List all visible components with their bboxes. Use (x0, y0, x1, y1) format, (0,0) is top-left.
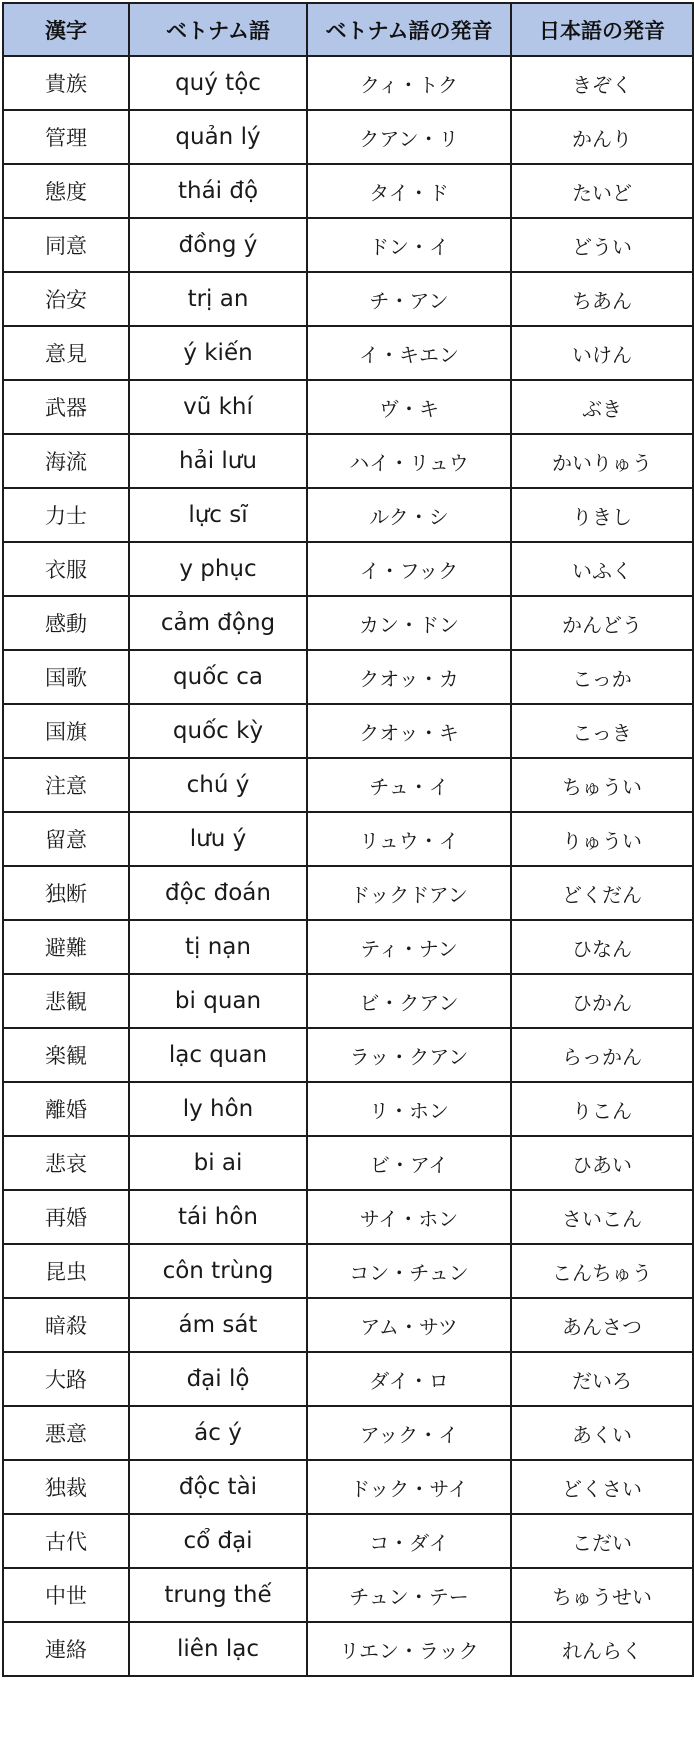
japanese-pronunciation-cell: れんらく (511, 1622, 693, 1676)
table-row (3, 1244, 693, 1298)
japanese-pronunciation-cell: こんちゅう (511, 1244, 693, 1298)
table-row (3, 704, 693, 758)
japanese-pronunciation-cell: どくだん (511, 866, 693, 920)
kanji-cell: 意見 (3, 326, 129, 380)
vietnamese-cell: độc tài (129, 1460, 307, 1514)
vietnamese-pronunciation-cell: アム・サツ (307, 1298, 511, 1352)
vietnamese-pronunciation-cell: クオッ・カ (307, 650, 511, 704)
table-row (3, 650, 693, 704)
header-kanji: 漢字 (3, 3, 129, 56)
vietnamese-cell: đại lộ (129, 1352, 307, 1406)
vietnamese-cell: lạc quan (129, 1028, 307, 1082)
kanji-cell: 避難 (3, 920, 129, 974)
japanese-pronunciation-cell: こっき (511, 704, 693, 758)
japanese-pronunciation-cell: たいど (511, 164, 693, 218)
kanji-cell: 古代 (3, 1514, 129, 1568)
table-header (3, 3, 693, 56)
vocabulary-table (2, 2, 694, 1677)
kanji-cell: 注意 (3, 758, 129, 812)
japanese-pronunciation-cell: りこん (511, 1082, 693, 1136)
vietnamese-cell: cổ đại (129, 1514, 307, 1568)
table-row (3, 434, 693, 488)
japanese-pronunciation-cell: ちゅうせい (511, 1568, 693, 1622)
vietnamese-cell: quốc kỳ (129, 704, 307, 758)
kanji-cell: 連絡 (3, 1622, 129, 1676)
table-row (3, 110, 693, 164)
table-row (3, 272, 693, 326)
table-row (3, 218, 693, 272)
vietnamese-cell: ác ý (129, 1406, 307, 1460)
table-row (3, 1190, 693, 1244)
table-row (3, 1136, 693, 1190)
vietnamese-cell: trung thế (129, 1568, 307, 1622)
vietnamese-pronunciation-cell: ドックドアン (307, 866, 511, 920)
japanese-pronunciation-cell: あくい (511, 1406, 693, 1460)
vietnamese-pronunciation-cell: ラッ・クアン (307, 1028, 511, 1082)
kanji-cell: 楽観 (3, 1028, 129, 1082)
japanese-pronunciation-cell: きぞく (511, 56, 693, 110)
table-row (3, 1568, 693, 1622)
japanese-pronunciation-cell: いけん (511, 326, 693, 380)
japanese-pronunciation-cell: ひあい (511, 1136, 693, 1190)
vietnamese-cell: lưu ý (129, 812, 307, 866)
japanese-pronunciation-cell: こだい (511, 1514, 693, 1568)
table-row (3, 380, 693, 434)
japanese-pronunciation-cell: らっかん (511, 1028, 693, 1082)
japanese-pronunciation-cell: かんり (511, 110, 693, 164)
japanese-pronunciation-cell: どくさい (511, 1460, 693, 1514)
header-japanese-pronunciation: 日本語の発音 (511, 3, 693, 56)
vietnamese-pronunciation-cell: クアン・リ (307, 110, 511, 164)
vietnamese-pronunciation-cell: クィ・トク (307, 56, 511, 110)
vietnamese-cell: vũ khí (129, 380, 307, 434)
header-vietnamese: ベトナム語 (129, 3, 307, 56)
table-row (3, 164, 693, 218)
kanji-cell: 離婚 (3, 1082, 129, 1136)
table-row (3, 758, 693, 812)
kanji-cell: 国歌 (3, 650, 129, 704)
table-row (3, 542, 693, 596)
vietnamese-pronunciation-cell: イ・フック (307, 542, 511, 596)
kanji-cell: 留意 (3, 812, 129, 866)
kanji-cell: 悪意 (3, 1406, 129, 1460)
vietnamese-cell: độc đoán (129, 866, 307, 920)
vietnamese-pronunciation-cell: タイ・ド (307, 164, 511, 218)
kanji-cell: 衣服 (3, 542, 129, 596)
vietnamese-pronunciation-cell: クオッ・キ (307, 704, 511, 758)
kanji-cell: 武器 (3, 380, 129, 434)
japanese-pronunciation-cell: かんどう (511, 596, 693, 650)
vietnamese-cell: ly hôn (129, 1082, 307, 1136)
table-row (3, 1514, 693, 1568)
vietnamese-cell: hải lưu (129, 434, 307, 488)
vietnamese-cell: bi quan (129, 974, 307, 1028)
vietnamese-pronunciation-cell: チュ・イ (307, 758, 511, 812)
japanese-pronunciation-cell: かいりゅう (511, 434, 693, 488)
vietnamese-pronunciation-cell: コン・チュン (307, 1244, 511, 1298)
vietnamese-pronunciation-cell: アック・イ (307, 1406, 511, 1460)
vietnamese-pronunciation-cell: ヴ・キ (307, 380, 511, 434)
vietnamese-cell: liên lạc (129, 1622, 307, 1676)
japanese-pronunciation-cell: りゅうい (511, 812, 693, 866)
kanji-cell: 独断 (3, 866, 129, 920)
vietnamese-pronunciation-cell: ドン・イ (307, 218, 511, 272)
vietnamese-cell: trị an (129, 272, 307, 326)
table-row (3, 974, 693, 1028)
kanji-cell: 悲哀 (3, 1136, 129, 1190)
table-row (3, 56, 693, 110)
kanji-cell: 治安 (3, 272, 129, 326)
vietnamese-cell: y phục (129, 542, 307, 596)
vietnamese-pronunciation-cell: コ・ダイ (307, 1514, 511, 1568)
kanji-cell: 独裁 (3, 1460, 129, 1514)
japanese-pronunciation-cell: あんさつ (511, 1298, 693, 1352)
vietnamese-pronunciation-cell: イ・キエン (307, 326, 511, 380)
table-row (3, 1352, 693, 1406)
vietnamese-pronunciation-cell: カン・ドン (307, 596, 511, 650)
vietnamese-cell: quý tộc (129, 56, 307, 110)
japanese-pronunciation-cell: いふく (511, 542, 693, 596)
kanji-cell: 海流 (3, 434, 129, 488)
table-row (3, 1460, 693, 1514)
table-row (3, 596, 693, 650)
vietnamese-pronunciation-cell: サイ・ホン (307, 1190, 511, 1244)
vietnamese-cell: tái hôn (129, 1190, 307, 1244)
kanji-cell: 貴族 (3, 56, 129, 110)
vietnamese-pronunciation-cell: ダイ・ロ (307, 1352, 511, 1406)
vietnamese-cell: chú ý (129, 758, 307, 812)
vietnamese-pronunciation-cell: ハイ・リュウ (307, 434, 511, 488)
kanji-cell: 暗殺 (3, 1298, 129, 1352)
vietnamese-pronunciation-cell: ティ・ナン (307, 920, 511, 974)
kanji-cell: 感動 (3, 596, 129, 650)
kanji-cell: 同意 (3, 218, 129, 272)
japanese-pronunciation-cell: ひなん (511, 920, 693, 974)
japanese-pronunciation-cell: さいこん (511, 1190, 693, 1244)
kanji-cell: 国旗 (3, 704, 129, 758)
vietnamese-cell: côn trùng (129, 1244, 307, 1298)
vietnamese-cell: quản lý (129, 110, 307, 164)
vietnamese-pronunciation-cell: ビ・アイ (307, 1136, 511, 1190)
table-row (3, 866, 693, 920)
vietnamese-cell: lực sĩ (129, 488, 307, 542)
header-row (3, 3, 693, 56)
vietnamese-pronunciation-cell: チ・アン (307, 272, 511, 326)
vietnamese-cell: thái độ (129, 164, 307, 218)
table-row (3, 812, 693, 866)
vietnamese-pronunciation-cell: リュウ・イ (307, 812, 511, 866)
table-row (3, 1622, 693, 1676)
vietnamese-cell: ám sát (129, 1298, 307, 1352)
table-row (3, 326, 693, 380)
kanji-cell: 力士 (3, 488, 129, 542)
kanji-cell: 大路 (3, 1352, 129, 1406)
header-vietnamese-pronunciation: ベトナム語の発音 (307, 3, 511, 56)
kanji-cell: 昆虫 (3, 1244, 129, 1298)
table-row (3, 1406, 693, 1460)
vietnamese-cell: đồng ý (129, 218, 307, 272)
vietnamese-pronunciation-cell: ビ・クアン (307, 974, 511, 1028)
table-row (3, 1298, 693, 1352)
japanese-pronunciation-cell: ひかん (511, 974, 693, 1028)
vietnamese-cell: quốc ca (129, 650, 307, 704)
table-row (3, 488, 693, 542)
japanese-pronunciation-cell: こっか (511, 650, 693, 704)
vietnamese-cell: ý kiến (129, 326, 307, 380)
vietnamese-pronunciation-cell: ドック・サイ (307, 1460, 511, 1514)
japanese-pronunciation-cell: ちゅうい (511, 758, 693, 812)
japanese-pronunciation-cell: だいろ (511, 1352, 693, 1406)
japanese-pronunciation-cell: りきし (511, 488, 693, 542)
table-row (3, 1028, 693, 1082)
table-body (3, 56, 693, 1676)
kanji-cell: 中世 (3, 1568, 129, 1622)
kanji-cell: 管理 (3, 110, 129, 164)
table-row (3, 1082, 693, 1136)
japanese-pronunciation-cell: どうい (511, 218, 693, 272)
vietnamese-cell: cảm động (129, 596, 307, 650)
japanese-pronunciation-cell: ぶき (511, 380, 693, 434)
vietnamese-pronunciation-cell: ルク・シ (307, 488, 511, 542)
vietnamese-cell: bi ai (129, 1136, 307, 1190)
vietnamese-pronunciation-cell: チュン・テー (307, 1568, 511, 1622)
table-row (3, 920, 693, 974)
kanji-cell: 態度 (3, 164, 129, 218)
vietnamese-cell: tị nạn (129, 920, 307, 974)
kanji-cell: 悲観 (3, 974, 129, 1028)
kanji-cell: 再婚 (3, 1190, 129, 1244)
vietnamese-pronunciation-cell: リ・ホン (307, 1082, 511, 1136)
japanese-pronunciation-cell: ちあん (511, 272, 693, 326)
vietnamese-pronunciation-cell: リエン・ラック (307, 1622, 511, 1676)
